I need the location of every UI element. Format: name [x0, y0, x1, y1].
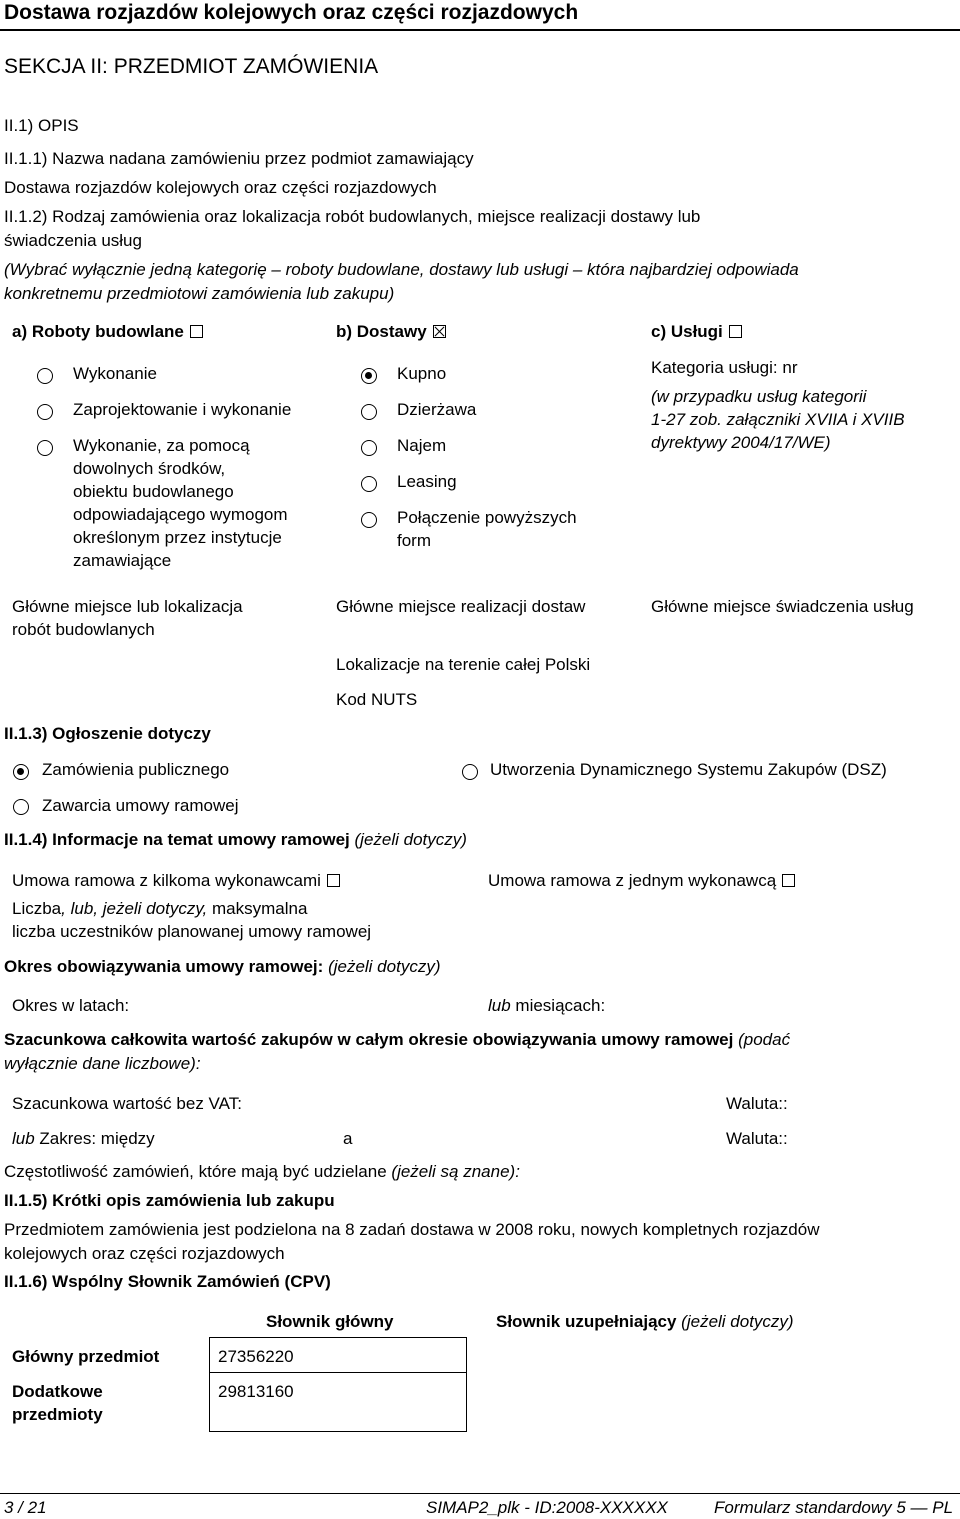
ii12-note-cont: konkretnemu przedmiotowi zamówienia lub zakupu)	[4, 284, 395, 303]
months-italic: lub	[488, 996, 511, 1015]
period-years-label: Okres w latach:	[12, 996, 130, 1015]
range-italic: lub	[12, 1129, 35, 1148]
umowa-ramowa-radio[interactable]	[13, 799, 29, 815]
range-and: a	[343, 1129, 353, 1148]
roboty-label: a) Roboty budowlane	[12, 322, 184, 341]
roboty-option-label: Wykonanie	[73, 364, 157, 383]
document-id: SIMAP2_plk - ID:2008-XXXXXX	[426, 1498, 668, 1517]
section-title: SEKCJA II: PRZEDMIOT ZAMÓWIENIA	[4, 55, 379, 78]
roboty-checkbox[interactable]	[190, 325, 203, 338]
supp-bold: Słownik uzupełniający	[496, 1312, 677, 1331]
roboty-option-radio[interactable]	[37, 404, 53, 420]
value-italic: (podać	[738, 1030, 791, 1049]
dostawy-option-label: Dzierżawa	[397, 400, 477, 419]
months-text: miesiącach:	[510, 996, 606, 1015]
single-contractor-option	[488, 869, 795, 892]
single-contractor-label: Umowa ramowa z jednym wykonawcą	[488, 871, 777, 890]
roboty-option-label: Zaprojektowanie i wykonanie	[73, 400, 292, 419]
period-bold: Okres obowiązywania umowy ramowej:	[4, 957, 324, 976]
dostawy-category	[336, 320, 446, 343]
ii11-value: Dostawa rozjazdów kolejowych oraz części rozjazdowych	[4, 178, 437, 197]
total-value-heading-cont: wyłącznie dane liczbowe):	[4, 1054, 201, 1073]
multi-contractor-checkbox[interactable]	[327, 874, 340, 887]
count-line: liczba uczestników planowanej umowy ramowej	[12, 922, 372, 941]
ii12-heading-cont: świadczenia usług	[4, 231, 142, 250]
roboty-location-label	[12, 595, 243, 641]
period-heading	[4, 955, 440, 978]
label-line: Główne miejsce lub lokalizacja	[12, 597, 243, 616]
note-line: 1-27 zob. załączniki XVIIA i XVIIB	[651, 410, 905, 429]
dsz-radio[interactable]	[462, 764, 478, 780]
frequency-label	[4, 1160, 520, 1183]
single-contractor-checkbox[interactable]	[782, 874, 795, 887]
zamowienie-publiczne-radio[interactable]	[13, 764, 29, 780]
dostawy-option-label: Najem	[397, 436, 447, 455]
dsz-label: Utworzenia Dynamicznego Systemu Zakupów (DSZ)	[490, 760, 887, 779]
multi-contractor-option	[12, 869, 340, 892]
cpv-main-code: 27356220	[218, 1347, 294, 1366]
uslugi-checkbox[interactable]	[729, 325, 742, 338]
roboty-option-label	[73, 434, 288, 572]
dostawy-option-radio[interactable]	[361, 368, 377, 384]
heading-bold: II.1.4) Informacje na temat umowy ramowej	[4, 830, 350, 849]
document-title: Dostawa rozjazdów kolejowych oraz części rozjazdowych	[4, 1, 579, 24]
dostawy-option-radio[interactable]	[361, 404, 377, 420]
roboty-option-radio[interactable]	[37, 440, 53, 456]
dostawy-location-label: Główne miejsce realizacji dostaw	[336, 597, 586, 616]
cpv-additional-code: 29813160	[218, 1382, 294, 1401]
participants-count	[12, 897, 371, 943]
supp-italic: (jeżeli dotyczy)	[681, 1312, 794, 1331]
roboty-category	[12, 320, 203, 343]
ii15-text-cont: kolejowych oraz części rozjazdowych	[4, 1244, 285, 1263]
option-line: obiektu budowlanego	[73, 482, 234, 501]
roboty-option-radio[interactable]	[37, 368, 53, 384]
count-italic: , lub, jeżeli dotyczy,	[61, 899, 208, 918]
dostawy-location-value: Lokalizacje na terenie całej Polski	[336, 655, 591, 674]
frequency-italic: (jeżeli są znane):	[391, 1162, 520, 1181]
uslugi-note	[651, 385, 905, 454]
dostawy-option-label: Kupno	[397, 364, 447, 383]
dostawy-option-radio[interactable]	[361, 512, 377, 528]
zamowienie-publiczne-label: Zamówienia publicznego	[42, 760, 230, 779]
ii14-heading	[4, 828, 467, 851]
dostawy-option-label	[397, 506, 577, 552]
currency-label: Waluta::	[726, 1094, 788, 1113]
ii12-note: (Wybrać wyłącznie jedną kategorię – roboty budowlane, dostawy lub usługi – która najbardziej odpowiada	[4, 260, 799, 279]
umowa-ramowa-label: Zawarcia umowy ramowej	[42, 796, 239, 815]
label-line: przedmioty	[12, 1405, 103, 1424]
uslugi-category	[651, 320, 742, 343]
cpv-additional-label	[12, 1380, 103, 1426]
ii16-heading: II.1.6) Wspólny Słownik Zamówień (CPV)	[4, 1272, 331, 1291]
option-line: Połączenie powyższych	[397, 508, 577, 527]
label-line: Dodatkowe	[12, 1382, 103, 1401]
value-bold: Szacunkowa całkowita wartość zakupów w całym okresie obowiązywania umowy ramowej	[4, 1030, 734, 1049]
uslugi-label: c) Usługi	[651, 322, 723, 341]
count-max: maksymalna	[207, 899, 308, 918]
period-italic: (jeżeli dotyczy)	[328, 957, 441, 976]
cpv-main-header: Słownik główny	[266, 1312, 394, 1331]
heading-italic: (jeżeli dotyczy)	[354, 830, 467, 849]
range-text: Zakres: między	[34, 1129, 155, 1148]
multi-contractor-label: Umowa ramowa z kilkoma wykonawcami	[12, 871, 321, 890]
option-line: dowolnych środków,	[73, 459, 226, 478]
cpv-main-object-label: Główny przedmiot	[12, 1347, 160, 1366]
cpv-supplementary-header	[496, 1310, 794, 1333]
frequency-text: Częstotliwość zamówień, które mają być udzielane	[4, 1162, 387, 1181]
dostawy-option-radio[interactable]	[361, 440, 377, 456]
option-line: określonym przez instytucje	[73, 528, 282, 547]
ii15-heading: II.1.5) Krótki opis zamówienia lub zakupu	[4, 1191, 335, 1210]
ii11-heading: II.1.1) Nazwa nadana zamówieniu przez podmiot zamawiający	[4, 149, 474, 168]
option-line: odpowiadającego wymogom	[73, 505, 288, 524]
dostawy-label: b) Dostawy	[336, 322, 427, 341]
uslugi-location-label: Główne miejsce świadczenia usług	[651, 597, 914, 616]
form-name: Formularz standardowy 5 — PL	[714, 1498, 954, 1517]
ii13-heading: II.1.3) Ogłoszenie dotyczy	[4, 724, 211, 743]
uslugi-category-nr: Kategoria usługi: nr	[651, 358, 798, 377]
note-line: (w przypadku usług kategorii	[651, 387, 867, 406]
footer-rule	[0, 1493, 960, 1494]
total-value-heading	[4, 1028, 944, 1051]
option-line: zamawiające	[73, 551, 172, 570]
dostawy-option-label: Leasing	[397, 472, 457, 491]
dostawy-option-radio[interactable]	[361, 476, 377, 492]
ii12-heading: II.1.2) Rodzaj zamówienia oraz lokalizacja robót budowlanych, miejsce realizacji dostawy lub	[4, 207, 701, 226]
dostawy-checkbox[interactable]	[433, 325, 446, 338]
opis-heading: II.1) OPIS	[4, 116, 79, 135]
ii15-text: Przedmiotem zamówienia jest podzielona na 8 zadań dostawa w 2008 roku, nowych kompletnych rozjazdów	[4, 1220, 820, 1239]
period-months-label	[488, 994, 605, 1017]
count-label: Liczba	[12, 899, 62, 918]
option-line: Wykonanie, za pomocą	[73, 436, 250, 455]
net-value-label: Szacunkowa wartość bez VAT:	[12, 1094, 242, 1113]
title-rule	[0, 29, 960, 31]
range-label	[12, 1127, 155, 1150]
option-line: form	[397, 531, 431, 550]
note-line: dyrektywy 2004/17/WE)	[651, 433, 831, 452]
label-line: robót budowlanych	[12, 620, 155, 639]
nuts-code-label: Kod NUTS	[336, 690, 418, 709]
currency-label: Waluta::	[726, 1129, 788, 1148]
page-number: 3 / 21	[4, 1498, 47, 1517]
